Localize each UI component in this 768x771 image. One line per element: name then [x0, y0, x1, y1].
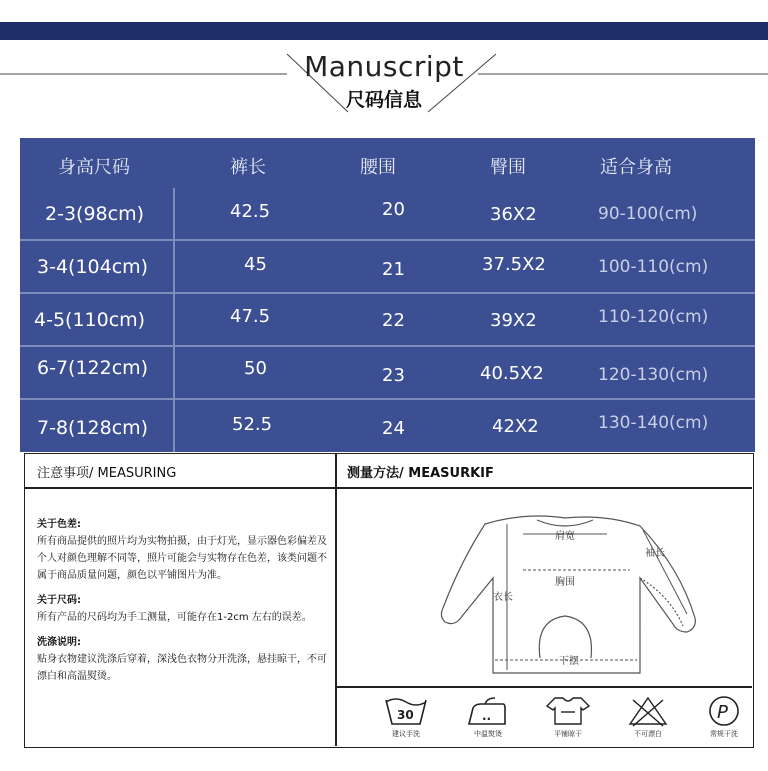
- size-table: [20, 138, 755, 452]
- care-item: [448, 688, 528, 739]
- header-waist: 腰围: [360, 157, 396, 178]
- cell-pants-length: 52.5: [232, 413, 273, 435]
- care-item: [528, 688, 608, 739]
- hem-label: 下摆: [559, 656, 579, 667]
- cell-size: 6-7(122cm): [37, 357, 149, 379]
- cell-size: 4-5(110cm): [34, 309, 146, 331]
- size-note-title: 关于尺码:: [37, 595, 81, 606]
- length-label: 衣长: [493, 592, 513, 603]
- notes-divider: [25, 487, 752, 489]
- cell-hip: 42X2: [492, 415, 539, 437]
- wash-30-icon: [383, 694, 429, 728]
- cell-fit-height: 90-100(cm): [598, 204, 698, 224]
- shoulder-label: 肩宽: [555, 531, 575, 542]
- dry-flat-icon: [545, 694, 591, 728]
- cell-size: 2-3(98cm): [45, 203, 144, 225]
- header-pants-length: 裤长: [230, 157, 266, 178]
- svg-text:..: ..: [482, 709, 492, 723]
- table-row: [20, 241, 755, 293]
- care-item: [366, 688, 446, 739]
- size-note-text: 所有产品的尺码均为手工测量，可能存在1-2cm 左右的误差。: [37, 612, 312, 623]
- notes-panel: [24, 453, 754, 748]
- care-label: 建议手洗: [392, 730, 420, 738]
- header-fit-height: 适合身高: [600, 157, 672, 178]
- cell-fit-height: 100-110(cm): [598, 257, 709, 277]
- sleeve-measure-line: [643, 530, 687, 614]
- color-note-text: 所有商品提供的照片均为实物拍摄，由于灯光，显示器色彩偏差及个人对颜色理解不同等，照片可能会与实物存在色差，该类问题不属于商品质量问题，颜色以平铺图片为准。: [37, 536, 327, 581]
- svg-text:P: P: [717, 702, 728, 723]
- cell-pants-length: 47.5: [230, 305, 271, 327]
- no-bleach-icon: [625, 694, 671, 728]
- wash-note-title: 洗涤说明:: [37, 637, 81, 648]
- cell-pants-length: 50: [244, 357, 267, 379]
- measuring-method-heading: 测量方法/ MEASURKIF: [347, 466, 494, 481]
- care-item: [684, 688, 764, 739]
- color-note: [37, 516, 327, 584]
- page-title: Manuscript: [304, 50, 464, 83]
- chest-label: 胸围: [555, 577, 575, 588]
- cell-hip: 39X2: [490, 309, 537, 331]
- care-item: [608, 688, 688, 739]
- top-band: [0, 22, 768, 40]
- care-label: 平铺晾干: [554, 730, 582, 738]
- notes-body: [37, 516, 327, 693]
- cell-size: 3-4(104cm): [37, 256, 149, 278]
- table-row: [20, 188, 755, 240]
- cell-pants-length: 45: [244, 253, 267, 275]
- cell-waist: 21: [382, 258, 405, 280]
- page-subtitle: 尺码信息: [345, 89, 422, 111]
- iron-medium-icon: [465, 694, 511, 728]
- care-icons: [336, 688, 752, 746]
- cell-fit-height: 120-130(cm): [598, 365, 709, 385]
- wash-note-text: 贴身衣物建议洗涤后穿着，深浅色衣物分开洗涤，悬挂晾干，不可漂白和高温熨烫。: [37, 654, 327, 682]
- cell-waist: 23: [382, 364, 405, 386]
- cell-waist: 20: [382, 198, 405, 220]
- care-label: 中温熨烫: [474, 730, 502, 738]
- table-row: [20, 294, 755, 346]
- table-row: [20, 347, 755, 399]
- cell-fit-height: 130-140(cm): [598, 413, 709, 433]
- measuring-heading: 注意事项/ MEASURING: [37, 466, 177, 481]
- header-hip: 臀围: [490, 157, 526, 178]
- cell-hip: 36X2: [490, 203, 537, 225]
- svg-text:30: 30: [397, 708, 414, 722]
- cell-waist: 22: [382, 309, 405, 331]
- cell-fit-height: 110-120(cm): [598, 307, 709, 327]
- table-row: [20, 400, 755, 452]
- garment-collar: [537, 520, 593, 526]
- sleeve-label: 袖长: [645, 548, 665, 559]
- size-note: [37, 592, 327, 626]
- care-label: 常规干洗: [710, 730, 738, 738]
- header-size: 身高尺码: [58, 157, 130, 178]
- garment-diagram: [415, 508, 705, 678]
- cell-hip: 40.5X2: [480, 362, 544, 384]
- cell-size: 7-8(128cm): [37, 417, 149, 439]
- cell-waist: 24: [382, 417, 405, 439]
- cell-hip: 37.5X2: [482, 253, 546, 275]
- care-label: 不可漂白: [634, 730, 662, 738]
- cell-pants-length: 42.5: [230, 200, 271, 222]
- header: [0, 40, 768, 135]
- color-note-title: 关于色差:: [37, 519, 81, 530]
- dry-clean-p-icon: [701, 694, 747, 728]
- wash-note: [37, 634, 327, 685]
- garment-pocket: [539, 616, 591, 658]
